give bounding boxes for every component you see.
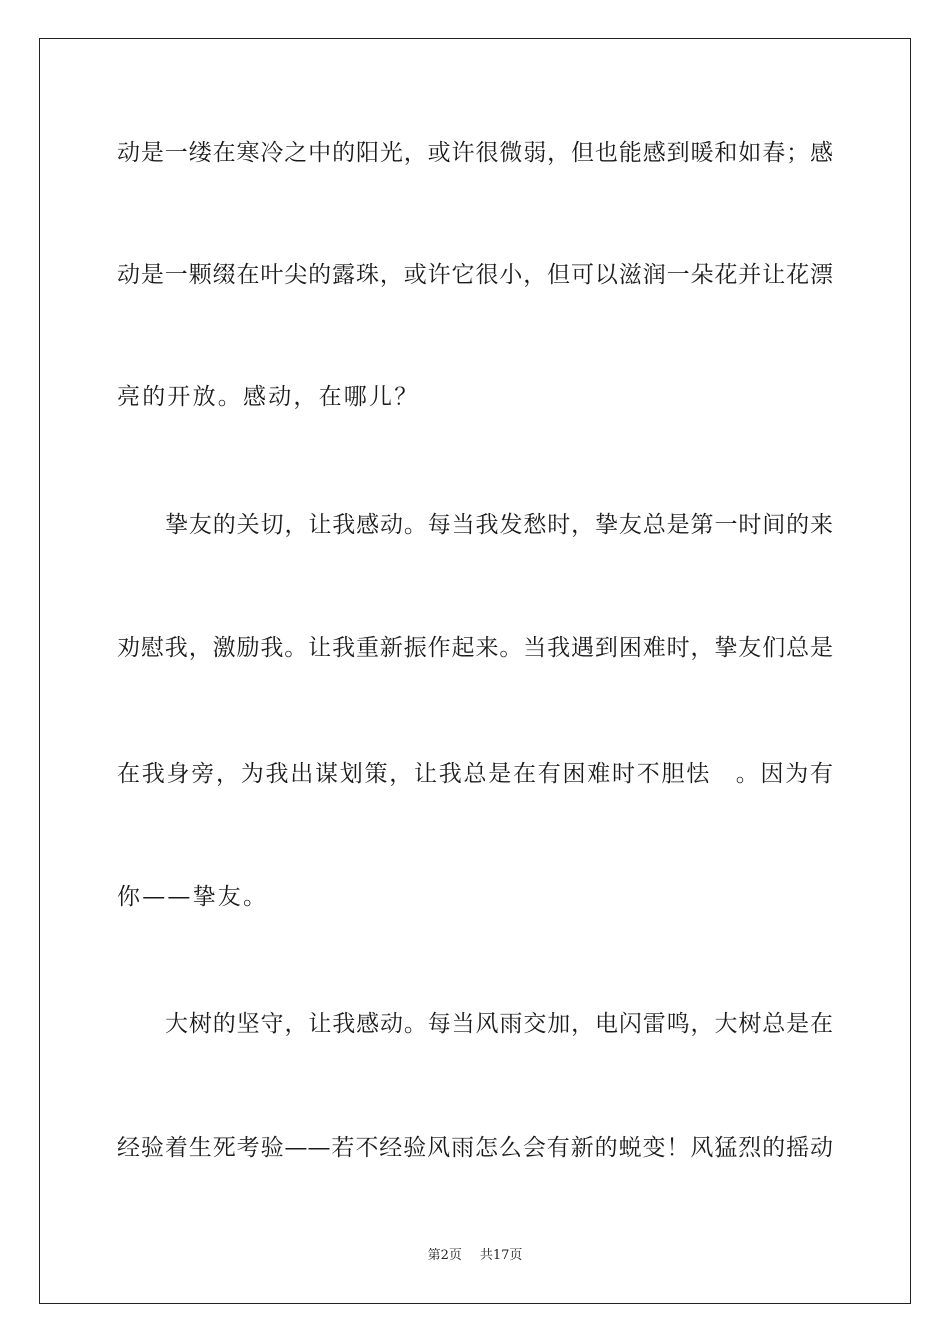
- body-line-7: 你——挚友。: [117, 884, 269, 910]
- body-line-9: 经验着生死考验——若不经验风雨怎么会有新的蜕变！风猛烈的摇动: [117, 1135, 833, 1161]
- body-line-5: 劝慰我，激励我。让我重新振作起来。当我遇到困难时，挚友们总是: [117, 635, 833, 661]
- body-line-2: 动是一颗缀在叶尖的露珠，或许它很小，但可以滋润一朵花并让花漂: [117, 262, 833, 288]
- body-line-3: 亮的开放。感动，在哪儿？: [117, 384, 420, 410]
- body-line-8: 大树的坚守，让我感动。每当风雨交加，电闪雷鸣，大树总是在: [165, 1011, 833, 1037]
- page-border: [39, 38, 911, 1304]
- body-line-6: 在我身旁，为我出谋划策，让我总是在有困难时不胆怯 。因为有: [117, 761, 833, 787]
- page-footer: [0, 1247, 950, 1265]
- page-number: 第2页: [427, 1248, 462, 1263]
- total-pages: 共17页: [479, 1248, 523, 1263]
- body-line-1: 动是一缕在寒冷之中的阳光，或许很微弱，但也能感到暖和如春；感: [117, 140, 833, 166]
- body-line-4: 挚友的关切，让我感动。每当我发愁时，挚友总是第一时间的来: [165, 512, 833, 538]
